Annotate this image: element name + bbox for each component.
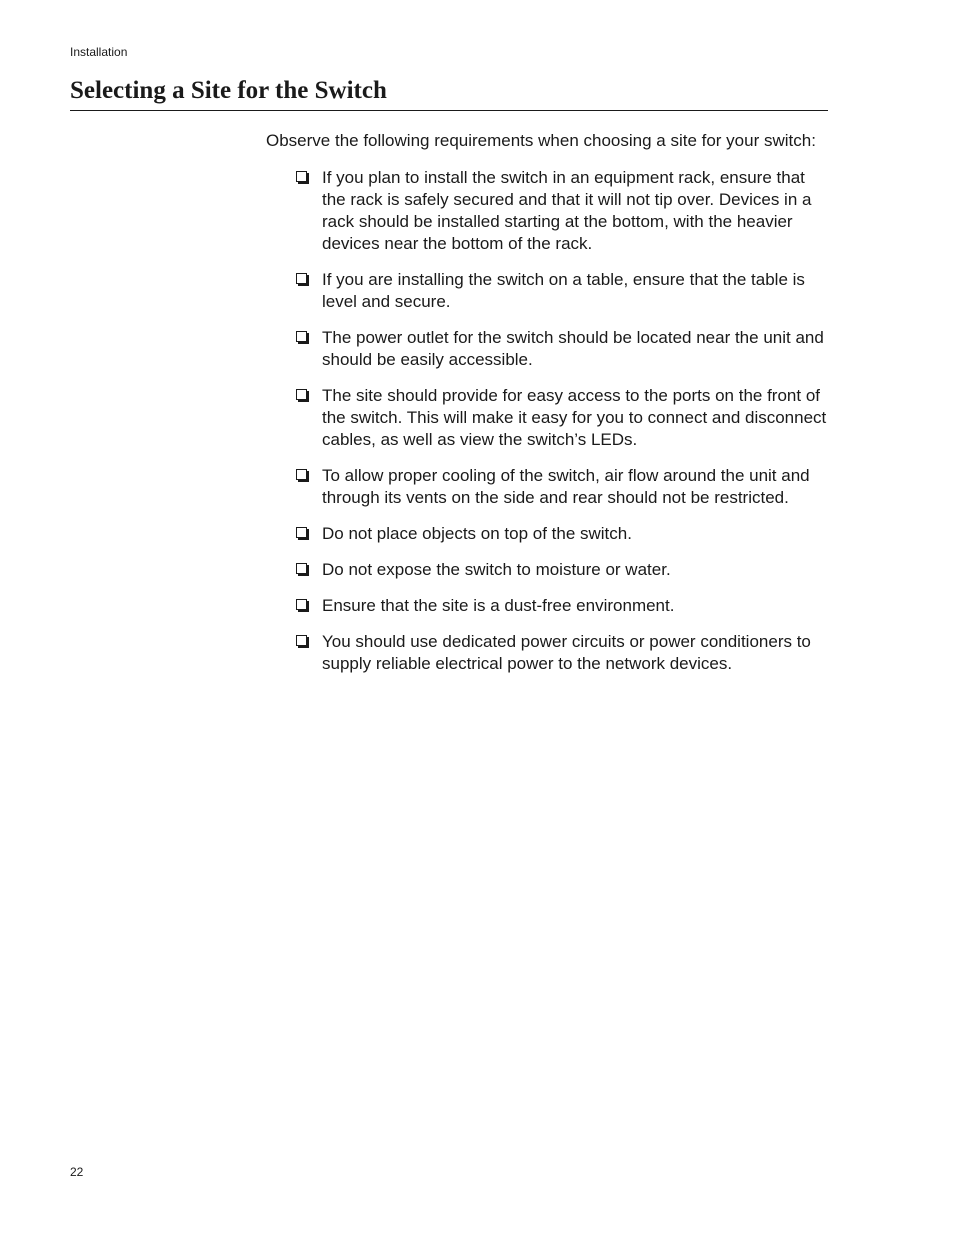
checkbox-icon xyxy=(296,273,307,284)
checkbox-icon xyxy=(296,469,307,480)
checkbox-icon xyxy=(296,389,307,400)
list-item xyxy=(294,269,828,313)
checkbox-icon xyxy=(296,599,307,610)
list-item xyxy=(294,523,828,545)
checkbox-icon xyxy=(296,635,307,646)
list-item-text: Do not place objects on top of the switch. xyxy=(322,524,632,543)
checkbox-icon xyxy=(296,171,307,182)
list-item-text: The power outlet for the switch should be located near the unit and should be easily accessible. xyxy=(322,328,824,369)
checkbox-icon xyxy=(296,331,307,342)
list-item-text: You should use dedicated power circuits or power conditioners to supply reliable electrical power to the network devices. xyxy=(322,632,811,673)
list-item-text: Do not expose the switch to moisture or water. xyxy=(322,560,671,579)
list-item xyxy=(294,327,828,371)
list-item xyxy=(294,559,828,581)
list-item xyxy=(294,465,828,509)
running-header: Installation xyxy=(70,45,128,59)
intro-paragraph: Observe the following requirements when choosing a site for your switch: xyxy=(266,131,816,150)
list-item-text: To allow proper cooling of the switch, air flow around the unit and through its vents on the side and rear should not be restricted. xyxy=(322,466,810,507)
list-item-text: The site should provide for easy access to the ports on the front of the switch. This will make it easy for you to connect and disconnect cables, as well as view the switch’s LEDs. xyxy=(322,386,827,449)
section-title: Selecting a Site for the Switch xyxy=(70,76,828,111)
list-item-text: If you are installing the switch on a table, ensure that the table is level and secure. xyxy=(322,270,805,311)
page-number: 22 xyxy=(70,1165,84,1179)
requirements-list xyxy=(266,167,828,675)
list-item xyxy=(294,631,828,675)
checkbox-icon xyxy=(296,563,307,574)
list-item xyxy=(294,385,828,451)
checkbox-icon xyxy=(296,527,307,538)
list-item xyxy=(294,595,828,617)
section-body xyxy=(266,130,828,689)
list-item-text: Ensure that the site is a dust-free environment. xyxy=(322,596,675,615)
list-item xyxy=(294,167,828,255)
list-item-text: If you plan to install the switch in an equipment rack, ensure that the rack is safely secured and that it will not tip over. Devices in a rack should be installed starting at the bottom, with the heavier devices near the bottom of the rack. xyxy=(322,168,812,253)
